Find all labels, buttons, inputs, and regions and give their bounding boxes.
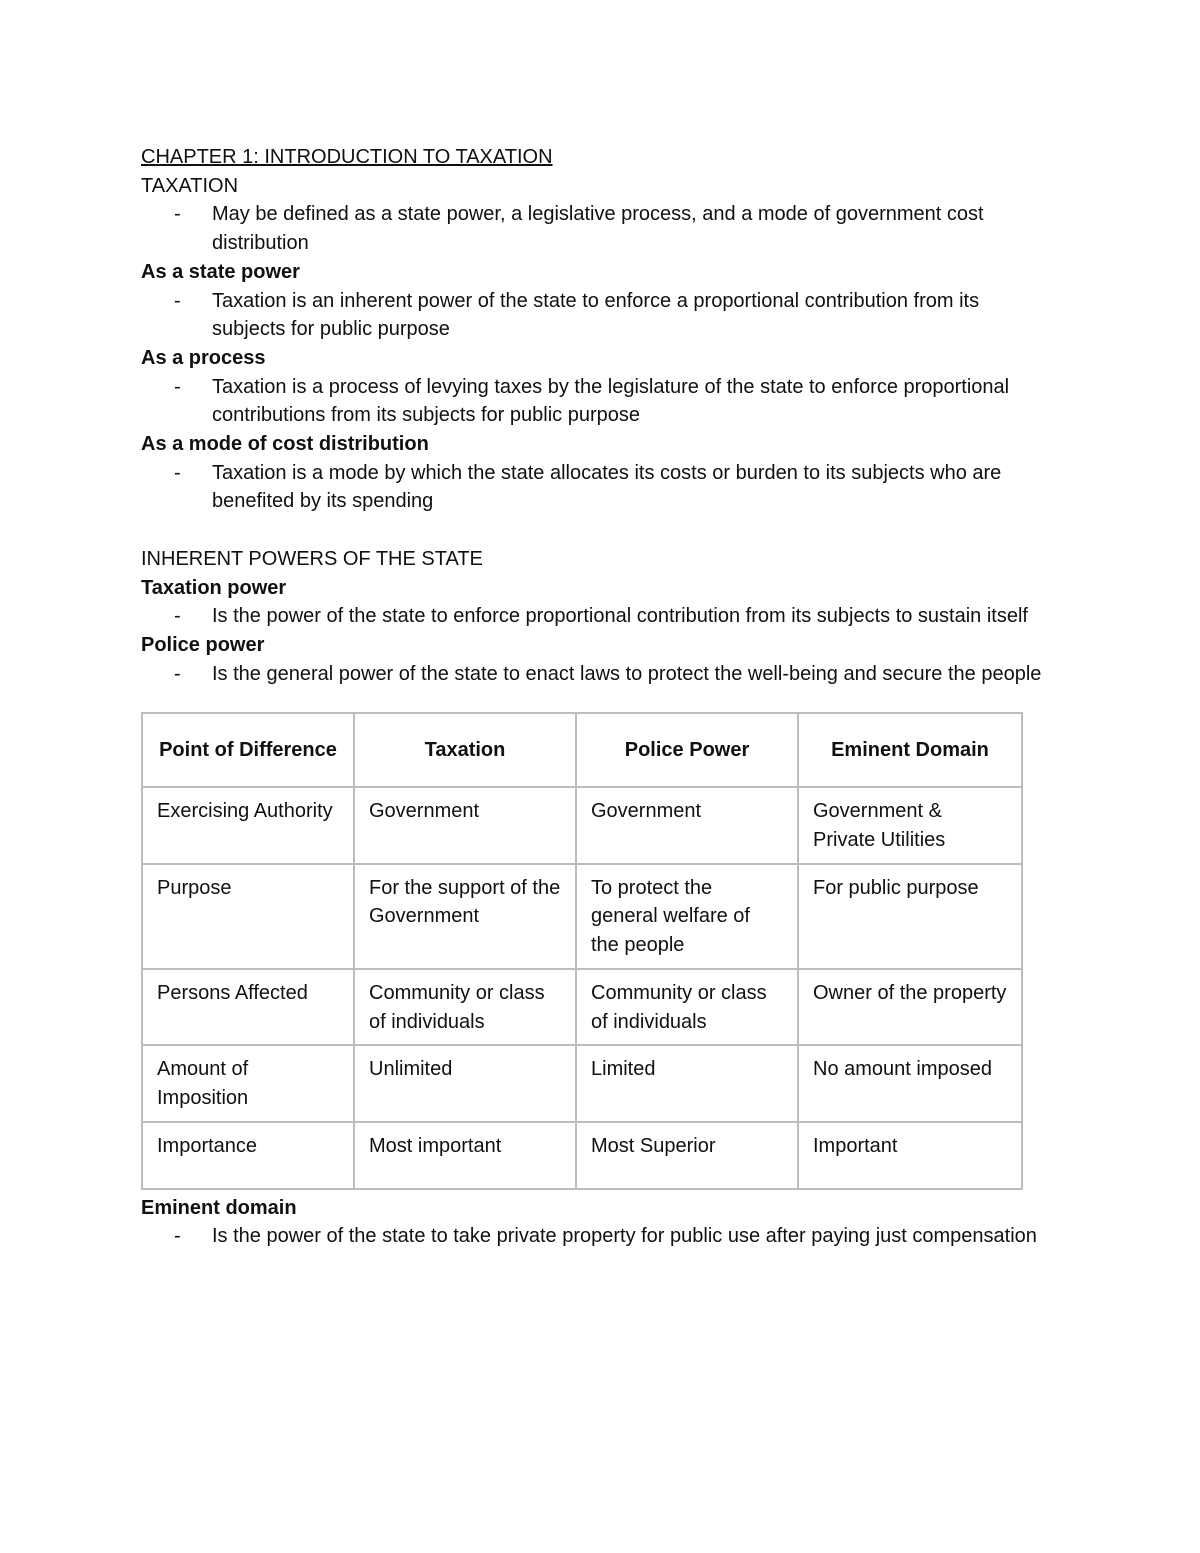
table-row: [142, 787, 1022, 863]
header-cell: Police Power: [576, 713, 798, 787]
police-power-heading: Police power: [141, 633, 265, 656]
cost-distribution-heading: As a mode of cost distribution: [141, 433, 429, 456]
eminent-domain-heading: Eminent domain: [141, 1196, 297, 1219]
taxation-definition-text: May be defined as a state power, a legislative process, and a mode of government cost distribution: [212, 203, 984, 255]
eminent-domain-text: Is the power of the state to take private property for public use after paying just compensation: [212, 1225, 1037, 1248]
cost-distribution-item: [141, 459, 1052, 516]
table-cell: For the support of the Government: [354, 864, 576, 969]
table-cell: Government: [576, 787, 798, 863]
table-cell: Most Superior: [576, 1122, 798, 1189]
table-cell: Community or class of individuals: [354, 969, 576, 1045]
taxation-definition: [141, 200, 1052, 257]
table-cell: To protect the general welfare of the people: [576, 864, 798, 969]
taxation-power-item: [141, 602, 1052, 631]
table-cell: Persons Affected: [142, 969, 354, 1045]
table-cell: Exercising Authority: [142, 787, 354, 863]
inherent-powers-heading: INHERENT POWERS OF THE STATE: [141, 547, 483, 570]
state-power-heading: As a state power: [141, 260, 300, 283]
police-power-text: Is the general power of the state to enact laws to protect the well-being and secure the people: [212, 662, 1042, 685]
state-power-text: Taxation is an inherent power of the state to enforce a proportional contribution from its subjects for public purpose: [212, 289, 980, 341]
eminent-domain-item: [141, 1222, 1052, 1251]
taxation-power-heading: Taxation power: [141, 576, 287, 599]
table-cell: Importance: [142, 1122, 354, 1189]
table-row: [142, 864, 1022, 969]
bullet-dash: -: [174, 662, 181, 685]
process-heading: As a process: [141, 346, 266, 369]
table-cell: Limited: [576, 1045, 798, 1121]
bullet-dash: -: [174, 461, 181, 484]
spacer: [141, 516, 1051, 545]
header-cell: Point of Difference: [142, 713, 354, 787]
bullet-dash: -: [174, 375, 181, 398]
header-cell: Eminent Domain: [798, 713, 1022, 787]
process-text: Taxation is a process of levying taxes by the legislature of the state to enforce proportional contributions from its subjects for public purpose: [212, 375, 1010, 427]
table-header-row: [142, 713, 1022, 787]
table-cell: Purpose: [142, 864, 354, 969]
table-cell: Amount of Imposition: [142, 1045, 354, 1121]
table-row: [142, 1045, 1022, 1121]
table-cell: For public purpose: [798, 864, 1022, 969]
header-cell: Taxation: [354, 713, 576, 787]
bullet-dash: -: [174, 289, 181, 312]
police-power-item: [141, 660, 1052, 689]
chapter-title: CHAPTER 1: INTRODUCTION TO TAXATION: [141, 146, 553, 168]
state-power-item: [141, 287, 1052, 344]
process-item: [141, 373, 1052, 430]
bullet-dash: -: [174, 605, 181, 628]
table-cell: Unlimited: [354, 1045, 576, 1121]
bullet-dash: -: [174, 203, 181, 226]
table-cell: Community or class of individuals: [576, 969, 798, 1045]
taxation-power-text: Is the power of the state to enforce proportional contribution from its subjects to sustain itself: [212, 605, 1028, 628]
table-cell: Owner of the property: [798, 969, 1022, 1045]
bullet-dash: -: [174, 1225, 181, 1248]
table-cell: Important: [798, 1122, 1022, 1189]
comparison-table: [141, 712, 1023, 1189]
table-cell: Government & Private Utilities: [798, 787, 1022, 863]
table-cell: Government: [354, 787, 576, 863]
table-cell: No amount imposed: [798, 1045, 1022, 1121]
table-row: [142, 969, 1022, 1045]
table-cell: Most important: [354, 1122, 576, 1189]
taxation-heading: TAXATION: [141, 174, 239, 197]
document-page: [141, 143, 1051, 1251]
cost-distribution-text: Taxation is a mode by which the state allocates its costs or burden to its subjects who are benefited by its spending: [212, 461, 1002, 513]
table-row: [142, 1122, 1022, 1189]
